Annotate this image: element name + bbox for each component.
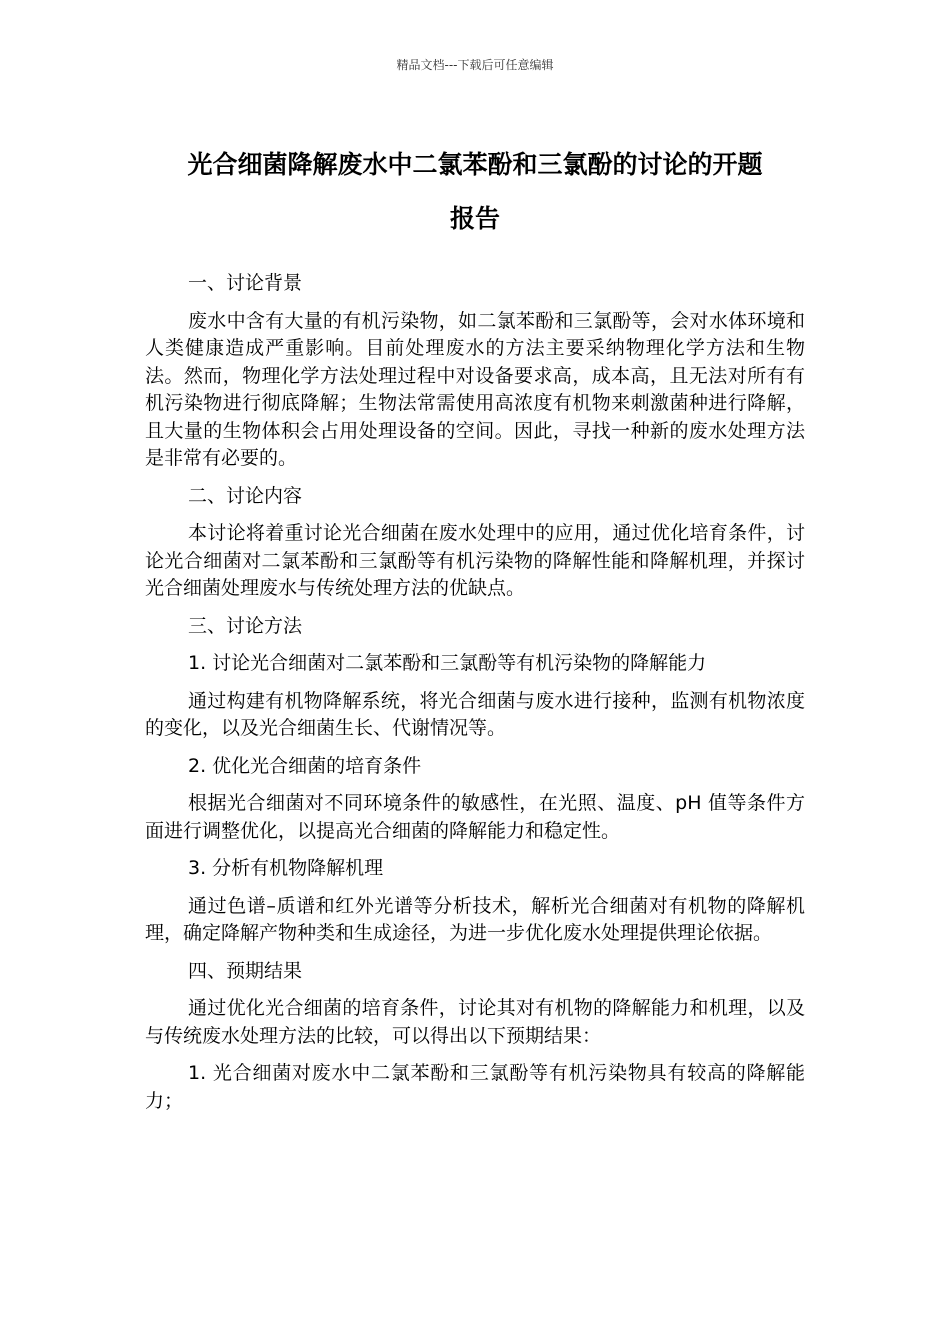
title-line-1: 光合细菌降解废水中二氯苯酚和三氯酚的讨论的开题 [187, 150, 763, 179]
header-note: 精品文档---下载后可任意编辑 [396, 58, 554, 72]
document-body [145, 270, 805, 1125]
section-heading-content: 二、讨论内容 [188, 484, 303, 507]
paragraph-content: 本讨论将着重讨论光合细菌在废水处理中的应用，通过优化培育条件，讨论光合细菌对二氯苯酚和三氯酚等有机污染物的降解性能和降解机理，并探讨光合细菌处理废水与传统处理方法的优缺点。 [145, 522, 805, 599]
method-item-1: 1. 讨论光合细菌对二氯苯酚和三氯酚等有机污染物的降解能力 [188, 652, 707, 674]
method-item-2: 2. 优化光合细菌的培育条件 [188, 754, 422, 777]
method-item-1-detail: 通过构建有机物降解系统，将光合细菌与废水进行接种，监测有机物浓度的变化，以及光合细菌生长、代谢情况等。 [145, 689, 805, 739]
method-item-3-detail: 通过色谱–质谱和红外光谱等分析技术，解析光合细菌对有机物的降解机理，确定降解产物种类和生成途径，为进一步优化废水处理提供理论依据。 [145, 894, 805, 944]
result-item-1: 1. 光合细菌对废水中二氯苯酚和三氯酚等有机污染物具有较高的降解能力； [145, 1062, 805, 1112]
paragraph-background: 废水中含有大量的有机污染物，如二氯苯酚和三氯酚等，会对水体环境和人类健康造成严重影响。目前处理废水的方法主要采纳物理化学方法和生物法。然而，物理化学方法处理过程中对设备要求高，成本高，且无法对所有有机污染物进行彻底降解；生物法常需使用高浓度有机物来刺激菌种进行降解，且大量的生物体积会占用处理设备的空间。因此，寻找一种新的废水处理方法是非常有必要的。 [145, 309, 805, 469]
section-heading-methods: 三、讨论方法 [188, 614, 303, 637]
section-heading-background: 一、讨论背景 [188, 272, 303, 294]
title-line-2: 报告 [449, 204, 500, 233]
paragraph-expected-results: 通过优化光合细菌的培育条件，讨论其对有机物的降解能力和机理，以及与传统废水处理方法的比较，可以得出以下预期结果： [145, 997, 805, 1047]
section-heading-expected-results: 四、预期结果 [188, 959, 303, 982]
method-item-3: 3. 分析有机物降解机理 [188, 857, 384, 879]
document-title [140, 138, 810, 246]
method-item-2-detail: 根据光合细菌对不同环境条件的敏感性，在光照、温度、pH 值等条件方面进行调整优化，以提高光合细菌的降解能力和稳定性。 [145, 792, 805, 842]
